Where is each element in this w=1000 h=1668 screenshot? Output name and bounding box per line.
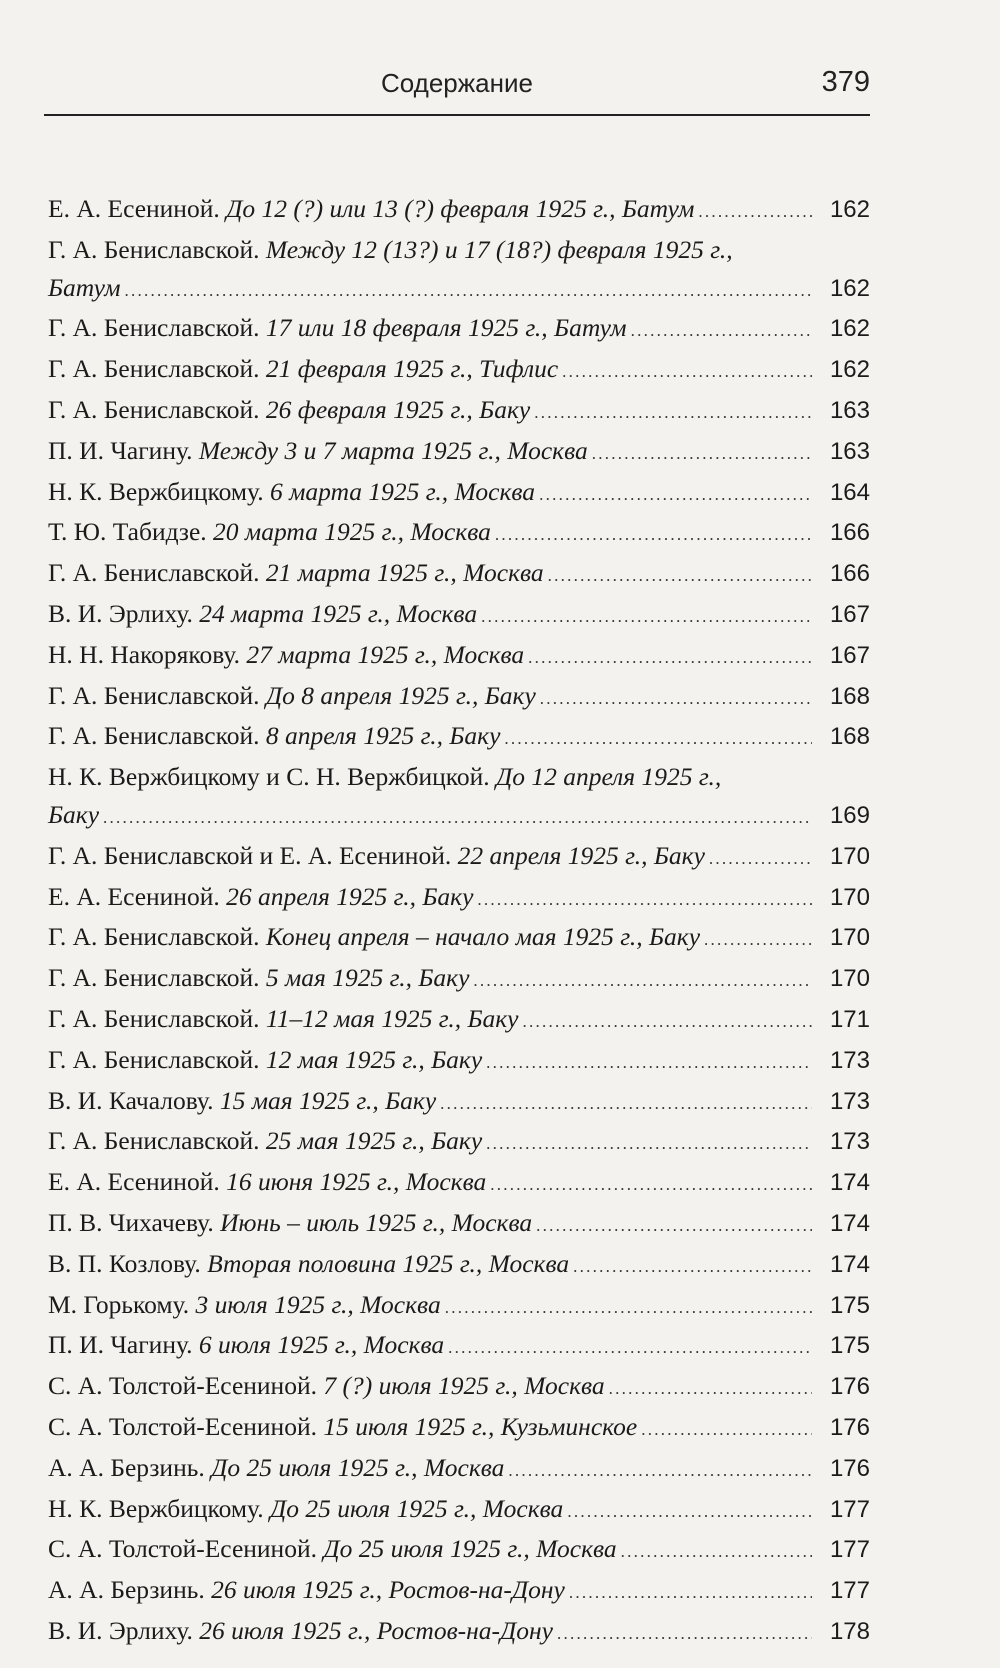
date-place: 6 марта 1925 г., Москва [270, 476, 536, 506]
toc-entry [48, 1367, 870, 1408]
toc-entry [48, 1571, 870, 1612]
recipient: Г. А. Бениславской. [48, 721, 260, 751]
dot-leader [567, 1490, 812, 1531]
running-title: Содержание [381, 68, 533, 98]
date-place: 8 апреля 1925 г., Баку [265, 721, 501, 751]
toc-entry [48, 1449, 870, 1490]
recipient: М. Горькому. [48, 1289, 190, 1319]
recipient: Г. А. Бениславской. [48, 234, 260, 264]
toc-entry [48, 1122, 870, 1163]
entry-page-number: 174 [829, 1169, 870, 1197]
recipient: Г. А. Бениславской. [48, 558, 260, 588]
entry-page-number: 170 [829, 842, 870, 870]
date-place: До 12 (?) или 13 (?) февраля 1925 г., Батум [226, 194, 695, 223]
date-place: До 12 апреля 1925 г., [495, 762, 722, 792]
page-number: 379 [821, 66, 870, 98]
dot-leader [486, 1041, 812, 1082]
dot-leader [481, 595, 812, 636]
date-place: 25 мая 1925 г., Баку [265, 1126, 483, 1156]
entry-page-number: 167 [829, 641, 870, 669]
dot-leader [631, 309, 812, 350]
dot-leader [523, 1000, 813, 1041]
toc-entry [48, 595, 870, 636]
toc-entry [48, 350, 870, 391]
dot-leader [504, 717, 812, 758]
entry-page-number: 166 [829, 560, 870, 588]
date-place: 11–12 мая 1925 г., Баку [265, 1003, 519, 1033]
recipient: С. А. Толстой-Есениной. [48, 1371, 317, 1401]
date-place: 3 июля 1925 г., Москва [195, 1289, 441, 1319]
entry-page-number: 163 [829, 437, 870, 465]
dot-leader [534, 391, 812, 432]
entry-page-number: 177 [829, 1495, 870, 1523]
date-place: 21 февраля 1925 г., Тифлис [265, 354, 559, 384]
entry-page-number: 169 [829, 801, 870, 829]
entry-page-number: 173 [829, 1128, 870, 1156]
toc-entry [48, 959, 870, 1000]
entry-page-number: 171 [829, 1005, 870, 1033]
entry-page-number: 176 [829, 1413, 870, 1441]
recipient: Г. А. Бениславской. [48, 963, 260, 993]
recipient: Г. А. Бениславской. [48, 394, 260, 424]
recipient: Н. К. Вержбицкому. [48, 476, 264, 506]
dot-leader [557, 1612, 812, 1653]
recipient: Н. К. Вержбицкому и С. Н. Вержбицкой. [48, 762, 490, 792]
entry-page-number: 177 [829, 1577, 870, 1605]
entry-page-number: 174 [829, 1250, 870, 1278]
entry-page-number: 166 [829, 519, 870, 547]
recipient: Г. А. Бениславской. [48, 354, 260, 384]
toc-entry [48, 554, 870, 595]
recipient: П. И. Чагину. [48, 435, 193, 465]
date-place: Между 12 (13?) и 17 (18?) февраля 1925 г., [265, 234, 733, 264]
entry-page-number: 168 [829, 682, 870, 710]
date-place: До 25 июля 1925 г., Москва [211, 1452, 505, 1482]
recipient: Г. А. Бениславской и Е. А. Есениной. [48, 840, 452, 870]
dot-leader [103, 796, 812, 837]
date-place: 15 июля 1925 г., Кузьминское [323, 1411, 638, 1441]
recipient: С. А. Толстой-Есениной. [48, 1534, 317, 1564]
entry-page-number: 164 [829, 478, 870, 506]
recipient: А. А. Берзинь. [48, 1452, 205, 1482]
recipient: Т. Ю. Табидзе. [48, 517, 207, 547]
entry-page-number: 174 [829, 1209, 870, 1237]
date-place: 26 июля 1925 г., Ростов-на-Дону [211, 1575, 565, 1605]
dot-leader [440, 1082, 812, 1123]
entry-page-number: 163 [829, 396, 870, 424]
toc-entry [48, 1245, 870, 1286]
toc-entry [48, 837, 870, 878]
recipient: Е. А. Есениной. [48, 881, 220, 911]
entry-page-number: 173 [829, 1046, 870, 1074]
recipient: Г. А. Бениславской. [48, 1003, 260, 1033]
date-place: 15 мая 1925 г., Баку [219, 1085, 437, 1115]
entry-page-number: 170 [829, 883, 870, 911]
toc-entry [48, 473, 870, 514]
entry-page-number: 162 [829, 315, 870, 343]
toc-entry [48, 1163, 870, 1204]
dot-leader [528, 636, 812, 677]
recipient: В. И. Эрлиху. [48, 1615, 193, 1645]
recipient: А. А. Берзинь. [48, 1575, 205, 1605]
date-place: До 25 июля 1925 г., Москва [270, 1493, 564, 1523]
table-of-contents [48, 190, 870, 1653]
toc-entry [48, 1082, 870, 1123]
dot-leader [448, 1326, 812, 1367]
recipient: С. А. Толстой-Есениной. [48, 1411, 317, 1441]
toc-entry [48, 231, 870, 310]
recipient: Е. А. Есениной. [48, 194, 220, 223]
entry-page-number: 162 [829, 356, 870, 384]
date-place: 24 марта 1925 г., Москва [199, 598, 478, 628]
toc-entry [48, 513, 870, 554]
date-place: 27 марта 1925 г., Москва [246, 639, 525, 669]
dot-leader [495, 513, 812, 554]
dot-leader [508, 1449, 812, 1490]
recipient: П. И. Чагину. [48, 1330, 193, 1360]
dot-leader [704, 918, 812, 959]
date-place: 7 (?) июля 1925 г., Москва [323, 1371, 605, 1401]
date-place-continued: Батум [48, 272, 121, 302]
entry-page-number: 173 [829, 1087, 870, 1115]
recipient: П. В. Чихачеву. [48, 1207, 214, 1237]
dot-leader [621, 1530, 812, 1571]
entry-page-number: 178 [829, 1617, 870, 1645]
date-place: Между 3 и 7 марта 1925 г., Москва [198, 435, 588, 465]
dot-leader [609, 1367, 812, 1408]
entry-page-number: 176 [829, 1454, 870, 1482]
date-place-continued: Баку [48, 799, 100, 829]
date-place: 26 февраля 1925 г., Баку [265, 394, 531, 424]
entry-page-number: 162 [829, 274, 870, 302]
date-place: Июнь – июль 1925 г., Москва [220, 1207, 533, 1237]
toc-entry [48, 1490, 870, 1531]
recipient: Г. А. Бениславской. [48, 680, 260, 710]
toc-entry [48, 1041, 870, 1082]
dot-leader [569, 1571, 812, 1612]
entry-page-number: 175 [829, 1332, 870, 1360]
toc-entry [48, 918, 870, 959]
recipient: Г. А. Бениславской. [48, 313, 260, 343]
toc-entry [48, 758, 870, 837]
dot-leader [536, 1204, 812, 1245]
dot-leader [641, 1408, 812, 1449]
dot-leader [486, 1122, 812, 1163]
date-place: 22 апреля 1925 г., Баку [457, 840, 705, 870]
recipient: В. П. Козлову. [48, 1248, 201, 1278]
date-place: Вторая половина 1925 г., Москва [207, 1248, 570, 1278]
entry-page-number: 170 [829, 965, 870, 993]
toc-entry [48, 677, 870, 718]
entry-page-number: 168 [829, 723, 870, 751]
toc-entry [48, 878, 870, 919]
recipient: В. И. Эрлиху. [48, 598, 193, 628]
dot-leader [698, 190, 812, 231]
date-place: До 8 апреля 1925 г., Баку [265, 680, 536, 710]
dot-leader [490, 1163, 812, 1204]
toc-entry [48, 1000, 870, 1041]
entry-page-number: 175 [829, 1291, 870, 1319]
date-place: До 25 июля 1925 г., Москва [323, 1534, 617, 1564]
recipient: В. И. Качалову. [48, 1085, 214, 1115]
toc-entry [48, 391, 870, 432]
entry-page-number: 177 [829, 1536, 870, 1564]
dot-leader [477, 878, 812, 919]
entry-page-number: 170 [829, 924, 870, 952]
recipient: Г. А. Бениславской. [48, 922, 260, 952]
entry-page-number: 176 [829, 1373, 870, 1401]
toc-entry [48, 1286, 870, 1327]
toc-entry [48, 1204, 870, 1245]
date-place: 26 июля 1925 г., Ростов-на-Дону [199, 1615, 553, 1645]
recipient: Г. А. Бениславской. [48, 1044, 260, 1074]
dot-leader [539, 473, 812, 514]
recipient: Н. К. Вержбицкому. [48, 1493, 264, 1523]
date-place: 6 июля 1925 г., Москва [198, 1330, 445, 1360]
toc-entry [48, 1326, 870, 1367]
recipient: Н. Н. Накорякову. [48, 639, 240, 669]
toc-entry [48, 636, 870, 677]
date-place: 21 марта 1925 г., Москва [265, 558, 544, 588]
recipient: Г. А. Бениславской. [48, 1126, 260, 1156]
running-header [44, 64, 870, 116]
dot-leader [573, 1245, 812, 1286]
dot-leader [473, 959, 812, 1000]
dot-leader [548, 554, 812, 595]
date-place: 17 или 18 февраля 1925 г., Батум [265, 313, 627, 343]
dot-leader [540, 677, 812, 718]
toc-entry [48, 1530, 870, 1571]
toc-entry [48, 1408, 870, 1449]
toc-entry [48, 432, 870, 473]
dot-leader [709, 837, 812, 878]
entry-page-number: 162 [829, 196, 870, 223]
dot-leader [592, 432, 812, 473]
toc-entry [48, 190, 870, 231]
date-place: Конец апреля – начало мая 1925 г., Баку [265, 922, 701, 952]
dot-leader [125, 269, 812, 310]
entry-page-number: 167 [829, 600, 870, 628]
toc-entry [48, 717, 870, 758]
dot-leader [445, 1286, 812, 1327]
dot-leader [562, 350, 812, 391]
date-place: 20 марта 1925 г., Москва [213, 517, 491, 547]
toc-entry [48, 309, 870, 350]
recipient: Е. А. Есениной. [48, 1167, 220, 1197]
date-place: 16 июня 1925 г., Москва [226, 1167, 487, 1197]
date-place: 26 апреля 1925 г., Баку [226, 881, 474, 911]
date-place: 12 мая 1925 г., Баку [265, 1044, 483, 1074]
toc-entry [48, 1612, 870, 1653]
date-place: 5 мая 1925 г., Баку [265, 963, 470, 993]
